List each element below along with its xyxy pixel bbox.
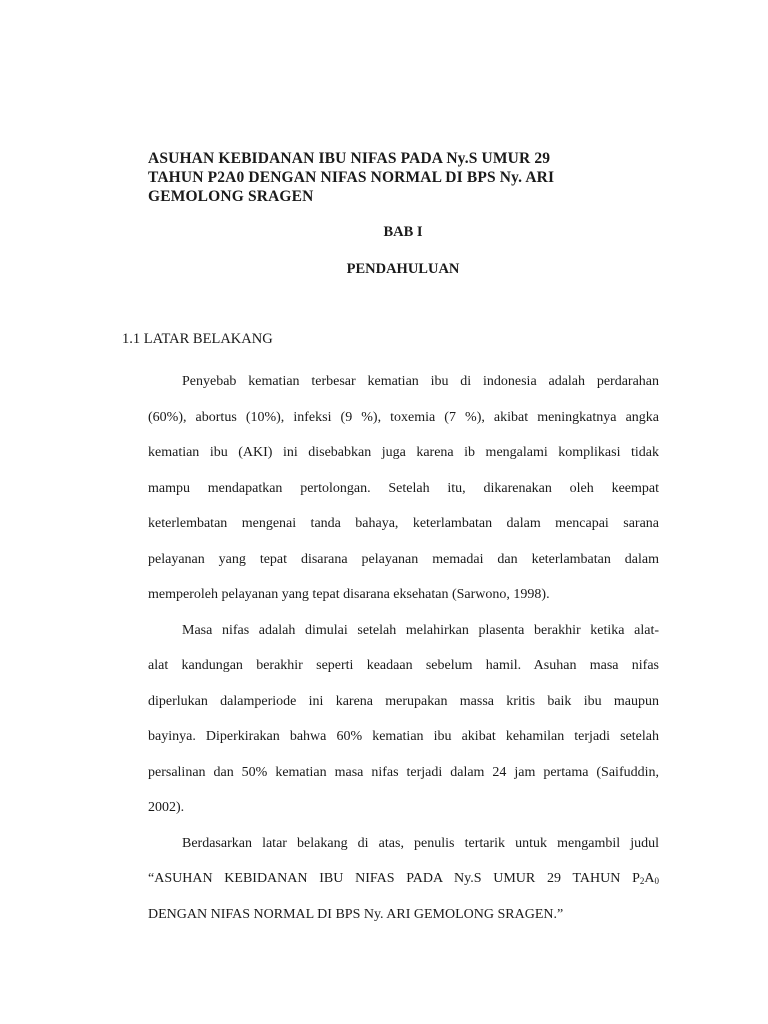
subscript: 2 — [639, 876, 645, 886]
title-line: ASUHAN KEBIDANAN IBU NIFAS PADA Ny.S UMUR 29 — [148, 150, 551, 167]
chapter-heading: BAB I — [383, 224, 423, 240]
paragraph-line: keterlembatan mengenai tanda bahaya, keterlambatan dalam mencapai sarana — [148, 516, 659, 531]
paragraph-line: pelayanan yang tepat disarana pelayanan memadai dan keterlambatan dalam — [148, 551, 659, 567]
subscript: 0 — [654, 876, 659, 886]
paragraph-line: Masa nifas adalah dimulai setelah melahirkan plasenta berakhir ketika alat- — [182, 622, 659, 638]
quoted-title-part: “ASUHAN KEBIDANAN IBU NIFAS PADA Ny.S UMUR 29 TAHUN P — [148, 871, 640, 886]
quoted-title-letter: A — [644, 871, 655, 886]
paragraph-line: 2002). — [148, 800, 185, 815]
paragraph-line: alat kandungan berakhir seperti keadaan sebelum hamil. Asuhan masa nifas — [148, 658, 659, 673]
paragraph-line: (60%), abortus (10%), infeksi (9 %), toxemia (7 %), akibat meningkatnya angka — [148, 409, 659, 425]
body-text — [148, 364, 659, 932]
title-line: GEMOLONG SRAGEN — [148, 188, 314, 205]
paragraph-line: Penyebab kematian terbesar kematian ibu di indonesia adalah perdarahan — [182, 374, 659, 389]
paragraph-line: diperlukan dalamperiode ini karena merupakan massa kritis baik ibu maupun — [148, 693, 659, 709]
paragraph-line: memperoleh pelayanan yang tepat disarana eksehatan (Sarwono, 1998). — [148, 587, 550, 602]
paragraph-line-with-subscript — [148, 861, 659, 897]
paragraph-line: persalinan dan 50% kematian masa nifas terjadi dalam 24 jam pertama (Saifuddin, — [148, 764, 659, 780]
title-line: TAHUN P2A0 DENGAN NIFAS NORMAL DI BPS Ny. ARI — [148, 169, 555, 186]
chapter-title: PENDAHULUAN — [346, 261, 460, 277]
paragraph-line: bayinya. Diperkirakan bahwa 60% kematian ibu akibat kehamilan terjadi setelah — [148, 729, 659, 744]
paragraph-line: kematian ibu (AKI) ini disebabkan juga karena ib mengalami komplikasi tidak — [148, 445, 659, 460]
section-heading: 1.1 LATAR BELAKANG — [122, 331, 273, 347]
paragraph-line: DENGAN NIFAS NORMAL DI BPS Ny. ARI GEMOLONG SRAGEN.” — [148, 906, 564, 922]
paragraph-line: mampu mendapatkan pertolongan. Setelah itu, dikarenakan oleh keempat — [148, 480, 659, 496]
document-title — [148, 149, 648, 206]
paragraph-line: Berdasarkan latar belakang di atas, penulis tertarik untuk mengambil judul — [182, 835, 659, 851]
